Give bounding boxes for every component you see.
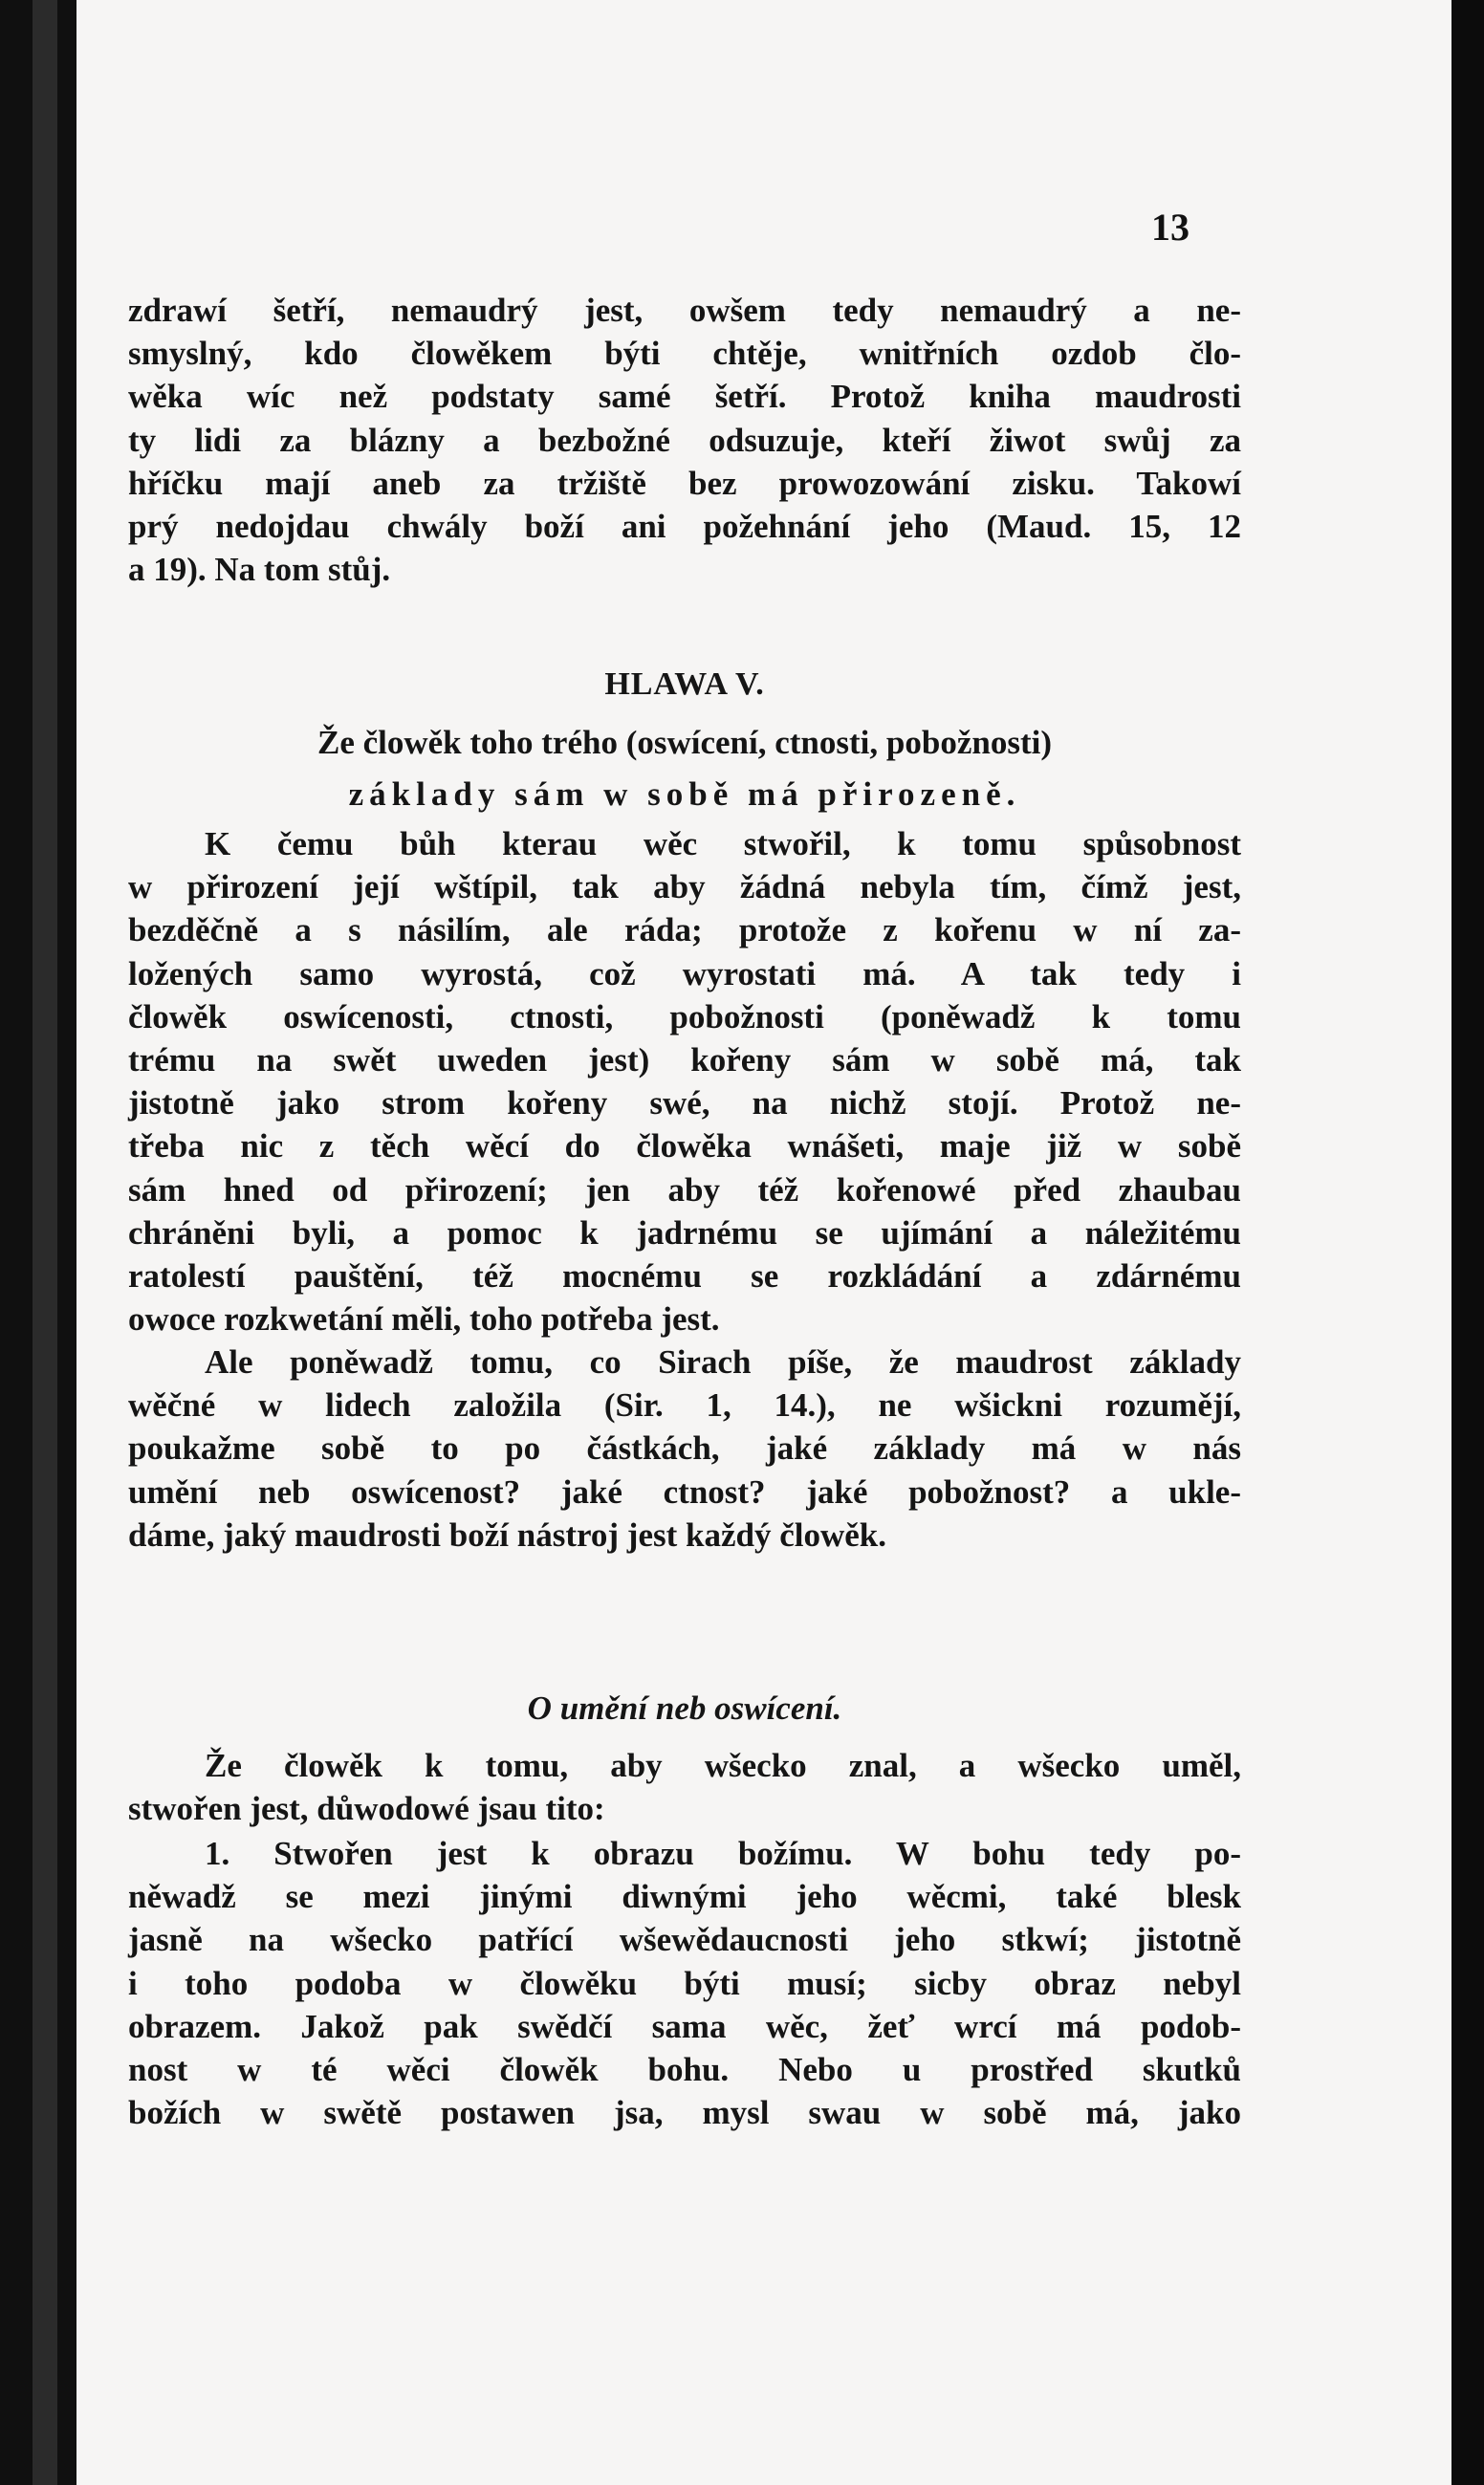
text-line: chráněni byli, a pomoc k jadrnému se ujímání a náležitému bbox=[128, 1213, 1241, 1252]
chapter-heading: HLAWA V. bbox=[604, 666, 765, 702]
text-line: ložených samo wyrostá, což wyrostati má. A tak tedy i bbox=[128, 954, 1241, 992]
page-number: 13 bbox=[1151, 206, 1189, 249]
text-line: smyslný, kdo člowěkem býti chtěje, wnitřních ozdob člo- bbox=[128, 335, 1241, 373]
text-line: w přirození její wštípil, tak aby žádná nebyla tím, čímž jest, bbox=[128, 868, 1241, 906]
text-line: K čemu bůh kterau wěc stwořil, k tomu spůsobnost bbox=[205, 825, 1241, 862]
text-line: třeba nic z těch wěcí do člowěka wnášeti, maje již w sobě bbox=[128, 1127, 1241, 1166]
text-line: dáme, jaký maudrosti boží nástroj jest každý člowěk. bbox=[128, 1515, 887, 1554]
section-heading: O umění neb oswícení. bbox=[527, 1689, 842, 1727]
text-line: trému na swět uweden jest) kořeny sám w sobě má, tak bbox=[128, 1041, 1241, 1079]
chapter-subtitle-2: základy sám w sobě má přirozeně. bbox=[348, 775, 1021, 813]
paragraph-3 bbox=[128, 1341, 1241, 1557]
text-line: stwořen jest, důwodowé jsau tito: bbox=[128, 1790, 605, 1828]
text-line: a 19). Na tom stůj. bbox=[128, 551, 391, 589]
text-line: nost w té wěci člowěk bohu. Nebo u prostřed skutků bbox=[128, 2051, 1241, 2089]
text-line: umění neb oswícenost? jaké ctnost? jaké pobožnost? a ukle- bbox=[128, 1472, 1241, 1511]
text-line: poukažme sobě to po částkách, jaké základy má w nás bbox=[128, 1429, 1241, 1468]
text-line: něwadž se mezi jinými diwnými jeho wěcmi, také blesk bbox=[128, 1878, 1241, 1916]
text-line: Že člowěk k tomu, aby wšecko znal, a wšecko uměl, bbox=[205, 1747, 1241, 1784]
text-line: zdrawí šetří, nemaudrý jest, owšem tedy nemaudrý a ne- bbox=[128, 292, 1241, 329]
text-line: 1. Stwořen jest k obrazu božímu. W bohu tedy po- bbox=[205, 1835, 1241, 1872]
text-line: božích w swětě postawen jsa, mysl swau w sobě má, jako bbox=[128, 2094, 1241, 2132]
paragraph-4 bbox=[128, 1744, 1241, 1830]
text-line: sám hned od přirození; jen aby též kořenowé před zhaubau bbox=[128, 1170, 1241, 1209]
text-line: člowěk oswícenosti, ctnosti, pobožnosti (poněwadž k tomu bbox=[128, 997, 1241, 1035]
text-line: Ale poněwadž tomu, co Sirach píše, že maudrost základy bbox=[205, 1343, 1241, 1381]
text-line: obrazem. Jakož pak swědčí sama wěc, žeť wrcí má podob- bbox=[128, 2007, 1241, 2045]
text-line: bezděčně a s násilím, ale ráda; protože z kořenu w ní za- bbox=[128, 911, 1241, 949]
text-line: wěka wíc než podstaty samé šetří. Protož kniha maudrosti bbox=[128, 378, 1241, 416]
text-line: hříčku mají aneb za tržiště bez prowozowání zisku. Takowí bbox=[128, 464, 1241, 502]
text-line: prý nedojdau chwály boží ani požehnání jeho (Maud. 15, 12 bbox=[128, 508, 1241, 546]
book-page bbox=[76, 0, 1451, 2485]
text-line: jasně na wšecko patřící wšewědaucnosti jeho stkwí; jistotně bbox=[128, 1921, 1241, 1959]
text-line: i toho podoba w člowěku býti musí; sicby obraz nebyl bbox=[128, 1964, 1241, 2002]
scan-right-edge bbox=[1451, 0, 1484, 2485]
text-line: owoce rozkwetání měli, toho potřeba jest. bbox=[128, 1300, 720, 1339]
paragraph-1 bbox=[128, 289, 1241, 591]
paragraph-2 bbox=[128, 822, 1241, 1341]
text-line: ty lidi za blázny a bezbožné odsuzuje, kteří žiwot swůj za bbox=[128, 421, 1241, 459]
text-line: ratolestí pauštění, též mocnému se rozkládání a zdárnému bbox=[128, 1257, 1241, 1296]
chapter-subtitle-1: Že člowěk toho trého (oswícení, ctnosti, pobožnosti) bbox=[316, 724, 1052, 761]
text-line: jistotně jako strom kořeny swé, na nichž stojí. Protož ne- bbox=[128, 1084, 1241, 1123]
scan-binding-strip bbox=[33, 0, 57, 2485]
text-line: wěčné w lidech založila (Sir. 1, 14.), ne wšickni rozumějí, bbox=[128, 1386, 1241, 1425]
scan-left-edge bbox=[0, 0, 76, 2485]
paragraph-5 bbox=[128, 1832, 1241, 2134]
